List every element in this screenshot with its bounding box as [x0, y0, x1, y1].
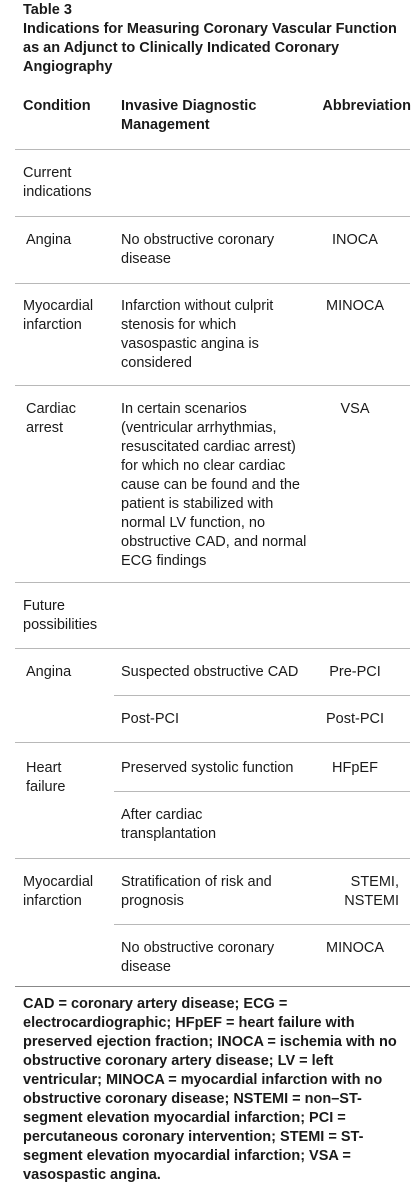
row-2-abbreviation: VSA: [340, 401, 370, 417]
row-rule: [114, 791, 410, 792]
row-rule: [15, 582, 410, 583]
row-3-condition: Angina: [26, 664, 72, 680]
row-5-management: Preserved systolic function: [121, 760, 294, 776]
table-label: Table 3: [23, 2, 72, 18]
row-0-management: No obstructive coronary disease: [121, 232, 275, 267]
row-3-abbreviation: Pre-PCI: [329, 664, 381, 680]
table-bottom-rule: [15, 986, 410, 987]
row-5-abbreviation: HFpEF: [332, 760, 378, 776]
row-8-management: No obstructive coronary disease: [121, 940, 275, 975]
table-title: Indications for Measuring Coronary Vascular Function as an Adjunct to Clinically Indicated Coronary Angiography: [23, 21, 397, 75]
row-rule: [15, 648, 410, 649]
row-6-management: After cardiac transplantation: [121, 807, 217, 842]
row-4-abbreviation: Post-PCI: [325, 711, 384, 727]
header-condition: Condition: [23, 98, 91, 114]
row-rule: [15, 283, 410, 284]
table-footnote: CAD = coronary artery disease; ECG = electrocardiographic; HFpEF = heart failure with preserved ejection fraction; INOCA = ischemia with no obstructive coronary artery disease; LV = left ventricular; MINOCA = myocardial infarction with no obstructive coronary disease; NSTEMI = non–ST-segment elevation myocardial infarction; PCI = percutaneous coronary intervention; STEMI = ST-segment elevation myocardial infarction; VSA = vasospastic angina.: [23, 996, 397, 1183]
row-7-abbreviation: STEMI, NSTEMI: [344, 874, 399, 909]
row-3-management: Suspected obstructive CAD: [121, 664, 299, 680]
row-7-condition: Myocardial infarction: [23, 874, 94, 909]
row-8-abbreviation: MINOCA: [326, 940, 384, 956]
section-current: Current indications: [23, 165, 92, 200]
header-rule: [15, 149, 410, 150]
row-2-condition: Cardiac arrest: [26, 401, 76, 436]
row-2-management: In certain scenarios (ventricular arrhythmias, resuscitated cardiac arrest) for which no clear cardiac cause can be found and the patient is stabilized with normal LV function, no obstructive CAD, and normal ECG findings: [121, 401, 307, 569]
header-management: Invasive Diagnostic Management: [121, 98, 257, 133]
row-rule: [15, 858, 410, 859]
row-rule: [15, 216, 410, 217]
row-0-abbreviation: INOCA: [332, 232, 378, 248]
row-rule: [15, 742, 410, 743]
section-future: Future possibilities: [23, 598, 98, 633]
row-1-abbreviation: MINOCA: [326, 298, 384, 314]
row-5-condition: Heart failure: [26, 760, 66, 795]
row-7-management: Stratification of risk and prognosis: [121, 874, 272, 909]
table-caption: [23, 1, 415, 77]
row-1-management: Infarction without culprit stenosis for which vasospastic angina is considered: [121, 298, 274, 371]
row-rule: [114, 695, 410, 696]
row-0-condition: Angina: [26, 232, 72, 248]
header-abbreviation: Abbreviation: [322, 98, 411, 114]
row-4-management: Post-PCI: [121, 711, 180, 727]
row-1-condition: Myocardial infarction: [23, 298, 94, 333]
row-rule: [114, 924, 410, 925]
row-rule: [15, 385, 410, 386]
